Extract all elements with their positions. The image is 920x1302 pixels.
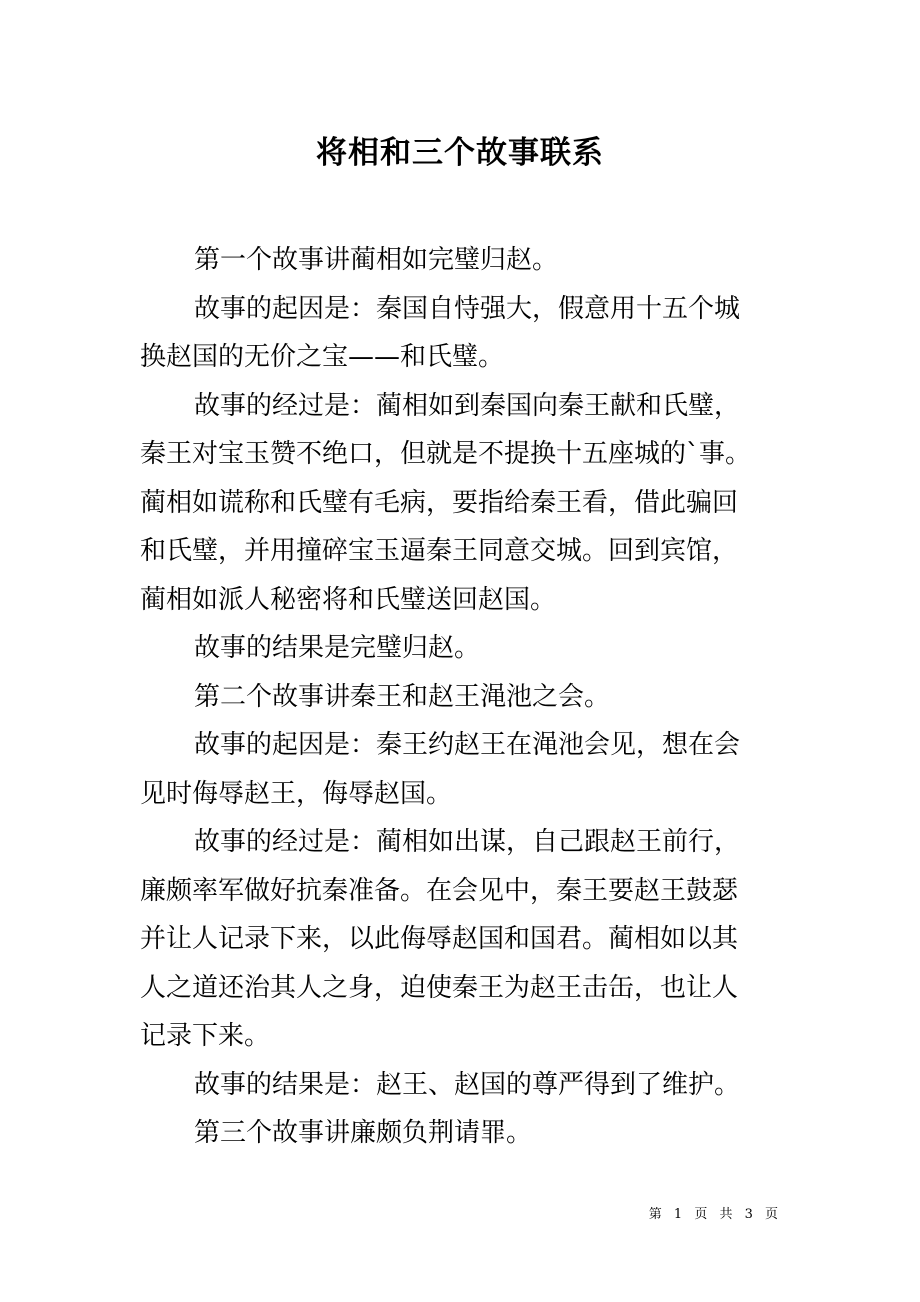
text-line: 故事的起因是：秦国自恃强大，假意用十五个城 xyxy=(194,293,741,324)
text-line: 蔺相如派人秘密将和氏璧送回赵国。 xyxy=(140,584,557,615)
text-line: 故事的起因是：秦王约赵王在渑池会见，想在会 xyxy=(194,730,741,760)
text-line: 人之道还治其人之身，迫使秦王为赵王击缶，也让人 xyxy=(140,972,739,1003)
document-body xyxy=(140,236,820,1158)
text-line: 并让人记录下来，以此侮辱赵国和国君。蔺相如以其 xyxy=(140,924,739,954)
text-line: 廉颇率军做好抗秦准备。在会见中，秦王要赵王鼓瑟 xyxy=(140,875,739,906)
page-footer: 第 1 页 共 3 页 xyxy=(648,1207,782,1222)
text-line: 见时侮辱赵王，侮辱赵国。 xyxy=(140,778,453,809)
text-line: 第三个故事讲廉颇负荆请罪。 xyxy=(194,1118,533,1148)
text-line: 故事的经过是：蔺相如出谋，自己跟赵王前行， xyxy=(194,827,741,857)
text-line: 故事的结果是：赵王、赵国的尊严得到了维护。 xyxy=(194,1069,741,1100)
document-title: 将相和三个故事联系 xyxy=(316,135,604,171)
text-line: 第二个故事讲秦王和赵王渑池之会。 xyxy=(194,681,611,712)
text-line: 记录下来。 xyxy=(140,1021,271,1051)
text-line: 秦王对宝玉赞不绝口，但就是不提换十五座城的`事。 xyxy=(140,439,752,469)
text-line: 故事的结果是完璧归赵。 xyxy=(194,633,481,663)
text-line: 和氏璧，并用撞碎宝玉逼秦王同意交城。回到宾馆， xyxy=(140,536,739,566)
text-line: 第一个故事讲蔺相如完璧归赵。 xyxy=(194,245,559,275)
text-line: 换赵国的无价之宝——和氏璧。 xyxy=(140,342,505,372)
text-line: 故事的经过是：蔺相如到秦国向秦王献和氏璧， xyxy=(194,390,741,421)
text-line: 蔺相如谎称和氏璧有毛病，要指给秦王看，借此骗回 xyxy=(140,487,739,518)
